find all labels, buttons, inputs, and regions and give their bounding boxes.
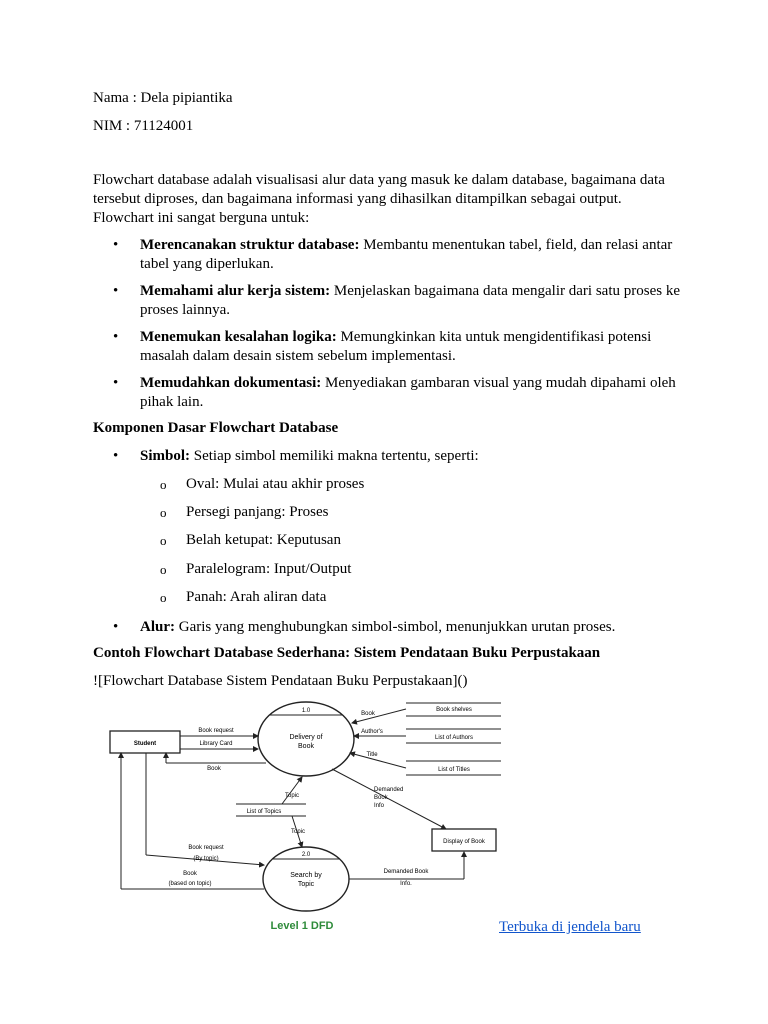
store-list-authors: List of Authors	[434, 735, 474, 741]
flow-demanded-2: Book	[374, 795, 388, 801]
open-new-window-link[interactable]: Terbuka di jendela baru	[499, 919, 641, 935]
store-list-topics: List of Topics	[246, 809, 282, 815]
flow-book: Book	[207, 766, 221, 772]
student-id: NIM : 71124001	[93, 118, 194, 134]
flow-book-request-topic-2: (By topic)	[193, 856, 219, 862]
sub-bullet-icon: o	[160, 477, 167, 492]
flow-library-card: Library Card	[199, 741, 233, 747]
list-item-text: Setiap simbol memiliki makna tertentu, seperti:	[190, 448, 479, 464]
flow-book-based-topic-2: (based on topic)	[168, 881, 212, 887]
list-item-title: Merencanakan struktur database:	[140, 237, 360, 253]
search-number: 2.0	[301, 852, 311, 858]
flow-demanded-1: Demanded	[374, 787, 404, 793]
list-item-title: Alur:	[140, 619, 175, 635]
bullet-icon: •	[113, 283, 119, 299]
flow-book-request: Book request	[198, 728, 234, 734]
delivery-label-1: Delivery of	[289, 734, 323, 741]
list-item-text: Menyediakan gambaran visual yang mudah dipahami oleh pihak lain.	[140, 375, 676, 410]
student-label: Student	[133, 741, 157, 747]
sub-bullet-icon: o	[160, 590, 167, 605]
intro-paragraph: Flowchart database adalah visualisasi alur data yang masuk ke dalam database, bagaimana data tersebut diproses, dan bagaimana informasi yang dihasilkan ditampilkan sebagai output. Flowchart ini sangat berguna untuk:	[93, 172, 665, 226]
sub-bullet-icon: o	[160, 533, 167, 548]
level-1-dfd-diagram	[106, 699, 506, 934]
list-item-text: Menjelaskan bagaimana data mengalir dari satu proses ke proses lainnya.	[140, 283, 680, 318]
flow-demanded-3: Info	[374, 803, 385, 809]
bullet-icon: •	[113, 329, 119, 345]
store-list-titles: List of Titles	[438, 767, 470, 773]
flow-title: Title	[366, 752, 378, 758]
document-page: Nama : Dela pipiantika NIM : 71124001 Flowchart database adalah visualisasi alur data yang masuk ke dalam database, bagaimana data tersebut diproses, dan bagaimana informasi yang dihasilkan ditampilkan sebagai output. Flowchart ini sangat berguna untuk: • Merencanakan struktur database: Membantu menentukan tabel, field, dan relasi antar tabel yang diperlukan. • Memahami alur kerja sistem: Menjelaskan bagaimana data mengalir dari satu proses ke proses lainnya. • Menemukan kesalahan logika: Memungkinkan kita untuk mengidentifikasi potensi masalah dalam desain sistem sebelum implementasi. • Memudahkan dokumentasi: Menyediakan gambaran visual yang mudah dipahami oleh pihak lain. Komponen Dasar Flowchart Database • Simbol: Setiap simbol memiliki makna tertentu, seperti: o Oval: Mulai atau akhir proses o Persegi panjang: Proses o Belah ketupat: Keputusan o Paralelogram: Input/Output o Panah: Arah aliran data • Alur: Garis yang menghubungkan simbol-simbol, menunjukkan urutan proses. Contoh Flowchart Database Sederhana: Sistem Pendataan Buku Perpustakaan ![Flowchart Database Sistem Pendataan Buku Perpustakaan]() Student 1.0 Delivery of Book 2.0 Search by Topic Book shelves List of Authors List of Titles Display of Book Book request Library Card Book Book Author's Title Demanded Book Info List of Topics Topic Topic Book request (By topic) Book (based on topic) Demanded Book Info. Level 1 DFD Terbuka di jendela baru	[0, 0, 768, 1024]
bullet-icon: •	[113, 375, 119, 391]
sub-bullet-icon: o	[160, 562, 167, 577]
flow-topic-2: Topic	[290, 829, 306, 835]
bullet-icon: •	[113, 448, 119, 464]
student-name: Nama : Dela pipiantika	[93, 90, 233, 106]
section-heading-komponen: Komponen Dasar Flowchart Database	[93, 420, 339, 436]
flow-topic: Topic	[284, 793, 300, 799]
flow-book-request-topic-1: Book request	[188, 845, 224, 851]
display-book-label: Display of Book	[443, 839, 485, 845]
list-item-title: Memudahkan dokumentasi:	[140, 375, 322, 391]
list-item-title: Simbol:	[140, 448, 191, 464]
delivery-number: 1.0	[301, 708, 311, 714]
flow-demanded-book-info-2: Info.	[400, 881, 412, 887]
search-label-2: Topic	[297, 881, 315, 888]
dfd-caption: Level 1 DFD	[270, 920, 334, 932]
bullet-icon: •	[113, 619, 119, 635]
list-item-text: Memungkinkan kita untuk mengidentifikasi potensi masalah dalam desain sistem sebelum implementasi.	[140, 329, 652, 364]
delivery-label-2: Book	[298, 743, 314, 750]
list-item-text: Membantu menentukan tabel, field, dan relasi antar tabel yang diperlukan.	[140, 237, 673, 272]
search-label-1: Search by	[290, 872, 322, 879]
flow-demanded-book-info-1: Demanded Book	[383, 869, 429, 875]
bullet-icon: •	[113, 237, 119, 253]
list-item-title: Memahami alur kerja sistem:	[140, 283, 331, 299]
list-item-title: Menemukan kesalahan logika:	[140, 329, 337, 345]
flow-authors: Author's	[361, 729, 383, 735]
list-item-text: Garis yang menghubungkan simbol-simbol, menunjukkan urutan proses.	[175, 619, 616, 635]
sub-bullet-icon: o	[160, 505, 167, 520]
store-book-shelves: Book shelves	[436, 707, 472, 713]
section-heading-contoh: Contoh Flowchart Database Sederhana: Sistem Pendataan Buku Perpustakaan	[93, 645, 601, 661]
flow-book-from-shelves: Book	[361, 711, 375, 717]
flow-book-based-topic-1: Book	[183, 871, 197, 877]
image-markdown-text: ![Flowchart Database Sistem Pendataan Buku Perpustakaan]()	[93, 673, 468, 689]
